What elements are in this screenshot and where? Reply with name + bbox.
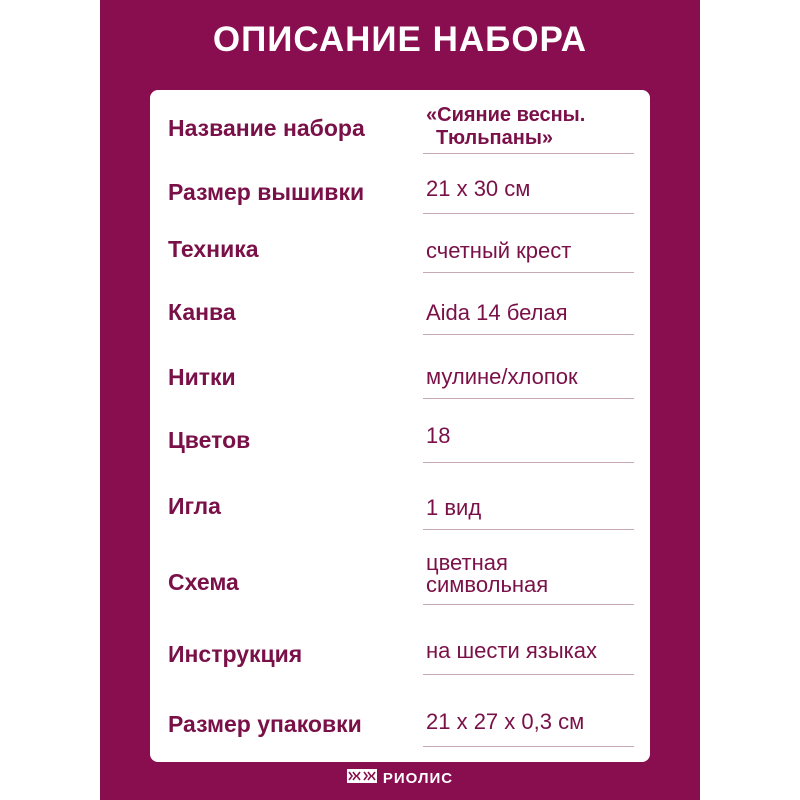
spec-value: 1 вид <box>426 495 482 520</box>
spec-value: символьная <box>426 572 549 597</box>
spec-label: Цветов <box>168 427 251 453</box>
description-panel <box>100 0 700 800</box>
divider <box>423 213 634 214</box>
divider <box>423 153 634 154</box>
spec-label: Название набора <box>168 115 365 141</box>
spec-value: цветная <box>426 550 508 575</box>
divider <box>423 674 634 675</box>
spec-label: Игла <box>168 493 221 519</box>
brand-name: РИОЛИС <box>382 769 454 787</box>
spec-value: счетный крест <box>426 238 572 263</box>
spec-label: Схема <box>168 569 239 595</box>
riolis-logo-icon <box>347 769 377 788</box>
divider <box>423 334 634 335</box>
spec-value: Тюльпаны» <box>436 127 554 149</box>
divider <box>423 272 634 273</box>
spec-label: Инструкция <box>168 641 303 667</box>
spec-label: Техника <box>168 236 259 262</box>
spec-value: «Сияние весны. <box>426 104 586 126</box>
spec-label: Нитки <box>168 364 236 390</box>
divider <box>423 398 634 399</box>
divider <box>423 529 634 530</box>
spec-value: на шести языках <box>426 638 598 663</box>
spec-value: 21 х 27 х 0,3 см <box>426 709 585 734</box>
brand-footer <box>100 766 700 790</box>
divider <box>423 746 634 747</box>
spec-label: Канва <box>168 299 236 325</box>
spec-label: Размер упаковки <box>168 711 362 737</box>
page-title: ОПИСАНИЕ НАБОРА <box>212 20 588 59</box>
spec-value: 21 х 30 см <box>426 176 531 201</box>
divider <box>423 462 634 463</box>
spec-card <box>150 90 650 762</box>
spec-value: мулине/хлопок <box>426 364 578 389</box>
spec-value: Aida 14 белая <box>426 300 568 325</box>
spec-label: Размер вышивки <box>168 179 365 205</box>
spec-value: 18 <box>426 423 451 448</box>
divider <box>423 604 634 605</box>
